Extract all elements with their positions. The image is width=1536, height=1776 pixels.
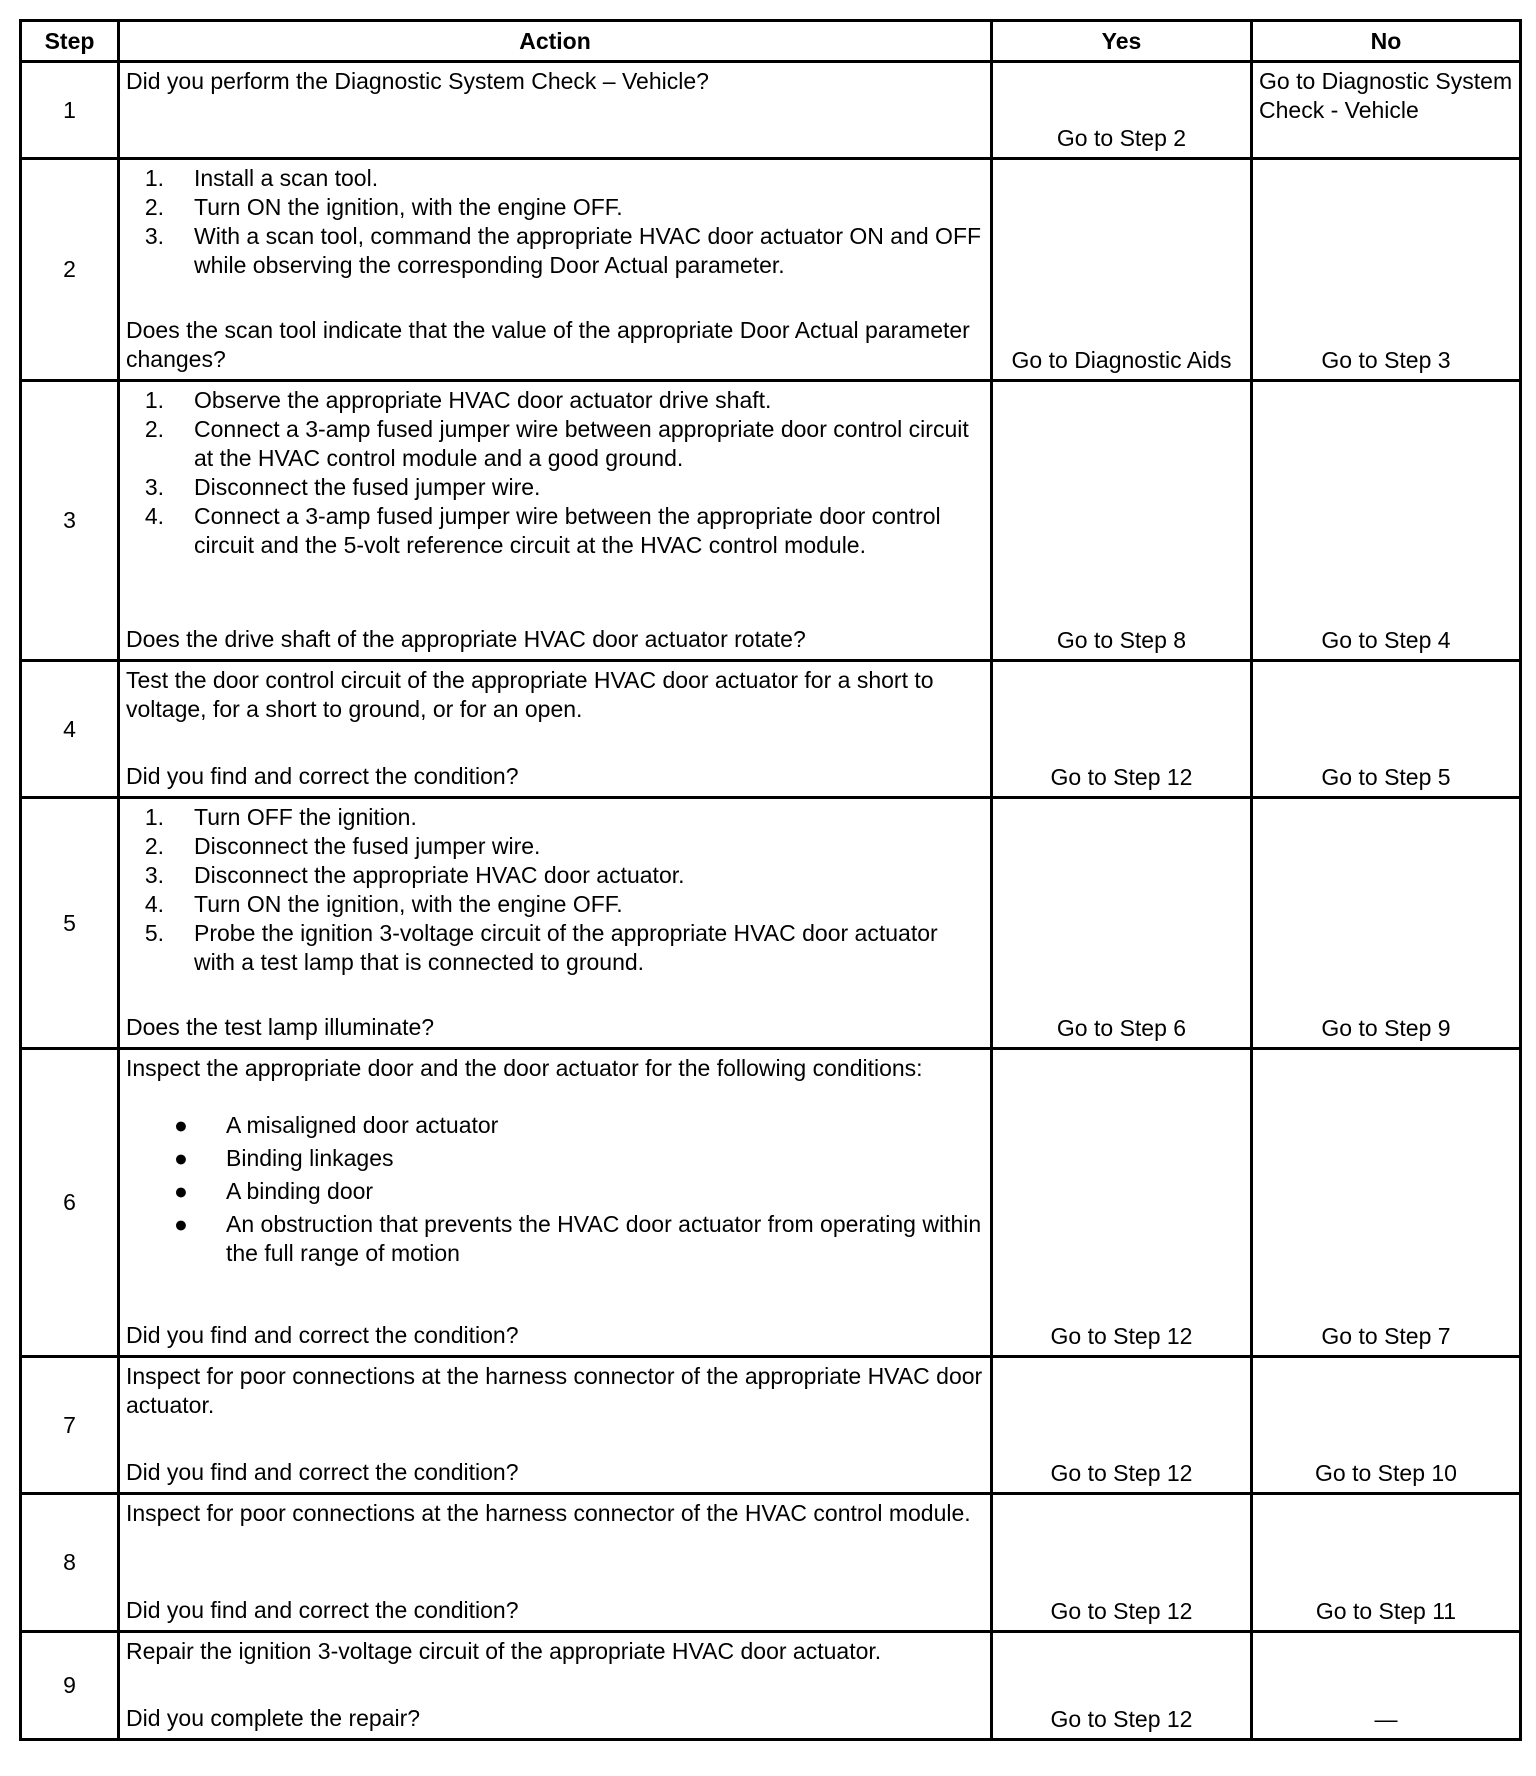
list-item: 1. Turn OFF the ignition. [144, 804, 417, 830]
action-cell [119, 1632, 992, 1740]
action-steps [126, 386, 984, 560]
no-cell: Go to Step 3 [1252, 159, 1521, 381]
no-cell: Go to Step 9 [1252, 798, 1521, 1049]
list-item: ● Binding linkages [174, 1145, 394, 1171]
list-item: ● An obstruction that prevents the HVAC door actuator from operating within the full range of motion [174, 1211, 982, 1266]
action-question: Did you find and correct the condition? [126, 1322, 519, 1348]
diagnostic-table [19, 19, 1522, 1741]
action-cell [119, 1494, 992, 1632]
no-cell: — [1252, 1632, 1521, 1740]
list-item: 4. Connect a 3-amp fused jumper wire between the appropriate door control circuit and the 5-volt reference circuit at the HVAC control module. [144, 503, 941, 558]
table-row [21, 381, 1521, 661]
no-cell: Go to Step 7 [1252, 1049, 1521, 1357]
yes-cell: Go to Step 12 [992, 1494, 1252, 1632]
no-cell: Go to Step 11 [1252, 1494, 1521, 1632]
list-item: 2. Turn ON the ignition, with the engine OFF. [144, 194, 623, 220]
list-item: 2. Disconnect the fused jumper wire. [144, 833, 541, 859]
list-item: 1. Install a scan tool. [144, 165, 379, 191]
action-intro: Did you perform the Diagnostic System Check – Vehicle? [126, 68, 709, 94]
step-number: 2 [21, 159, 119, 381]
no-cell: Go to Diagnostic System Check - Vehicle [1252, 62, 1521, 159]
header-yes: Yes [992, 21, 1252, 62]
header-action: Action [119, 21, 992, 62]
action-cell [119, 661, 992, 798]
table-row [21, 661, 1521, 798]
step-number: 7 [21, 1357, 119, 1494]
action-cell [119, 159, 992, 381]
yes-cell: Go to Step 12 [992, 661, 1252, 798]
action-steps [126, 164, 984, 280]
action-cell [119, 1049, 992, 1357]
action-intro: Repair the ignition 3-voltage circuit of the appropriate HVAC door actuator. [126, 1638, 882, 1664]
action-intro: Inspect the appropriate door and the door actuator for the following conditions: [126, 1055, 923, 1081]
step-number: 6 [21, 1049, 119, 1357]
step-number: 9 [21, 1632, 119, 1740]
action-cell [119, 1357, 992, 1494]
list-item: ● A misaligned door actuator [174, 1112, 499, 1138]
yes-cell: Go to Step 2 [992, 62, 1252, 159]
table-row [21, 1357, 1521, 1494]
yes-cell: Go to Diagnostic Aids [992, 159, 1252, 381]
list-item: 1. Observe the appropriate HVAC door actuator drive shaft. [144, 387, 772, 413]
action-steps [126, 803, 984, 977]
step-number: 5 [21, 798, 119, 1049]
list-item: 2. Connect a 3-amp fused jumper wire between appropriate door control circuit at the HVAC control module and a good ground. [144, 416, 969, 471]
table-row [21, 798, 1521, 1049]
action-question: Does the drive shaft of the appropriate HVAC door actuator rotate? [126, 626, 806, 652]
table-row [21, 62, 1521, 159]
action-question: Does the test lamp illuminate? [126, 1014, 435, 1040]
table-row [21, 159, 1521, 381]
list-item: 5. Probe the ignition 3-voltage circuit of the appropriate HVAC door actuator with a test lamp that is connected to ground. [144, 920, 938, 975]
header-step: Step [21, 21, 119, 62]
action-intro: Test the door control circuit of the appropriate HVAC door actuator for a short to voltage, for a short to ground, or for an open. [126, 667, 934, 722]
list-item: 3. With a scan tool, command the appropriate HVAC door actuator ON and OFF while observing the corresponding Door Actual parameter. [144, 223, 982, 278]
action-question: Did you find and correct the condition? [126, 763, 519, 789]
no-cell: Go to Step 4 [1252, 381, 1521, 661]
action-intro: Inspect for poor connections at the harness connector of the HVAC control module. [126, 1500, 971, 1526]
yes-cell: Go to Step 12 [992, 1049, 1252, 1357]
table-row [21, 1632, 1521, 1740]
action-cell [119, 62, 992, 159]
list-item: ● A binding door [174, 1178, 374, 1204]
list-item: 4. Turn ON the ignition, with the engine OFF. [144, 891, 623, 917]
action-cell [119, 798, 992, 1049]
yes-cell: Go to Step 6 [992, 798, 1252, 1049]
table-row [21, 1494, 1521, 1632]
yes-cell: Go to Step 12 [992, 1632, 1252, 1740]
list-item: 3. Disconnect the fused jumper wire. [144, 474, 541, 500]
no-cell: Go to Step 10 [1252, 1357, 1521, 1494]
yes-cell: Go to Step 12 [992, 1357, 1252, 1494]
table-row [21, 1049, 1521, 1357]
step-number: 3 [21, 381, 119, 661]
action-intro: Inspect for poor connections at the harness connector of the appropriate HVAC door actuator. [126, 1363, 983, 1418]
yes-cell: Go to Step 8 [992, 381, 1252, 661]
condition-list [126, 1111, 984, 1268]
no-cell: Go to Step 5 [1252, 661, 1521, 798]
action-question: Did you find and correct the condition? [126, 1459, 519, 1485]
action-question: Does the scan tool indicate that the value of the appropriate Door Actual parameter changes? [126, 317, 970, 372]
step-number: 1 [21, 62, 119, 159]
step-number: 4 [21, 661, 119, 798]
action-question: Did you complete the repair? [126, 1705, 421, 1731]
header-no: No [1252, 21, 1521, 62]
list-item: 3. Disconnect the appropriate HVAC door actuator. [144, 862, 685, 888]
action-cell [119, 381, 992, 661]
header-row [21, 21, 1521, 62]
action-question: Did you find and correct the condition? [126, 1597, 519, 1623]
step-number: 8 [21, 1494, 119, 1632]
